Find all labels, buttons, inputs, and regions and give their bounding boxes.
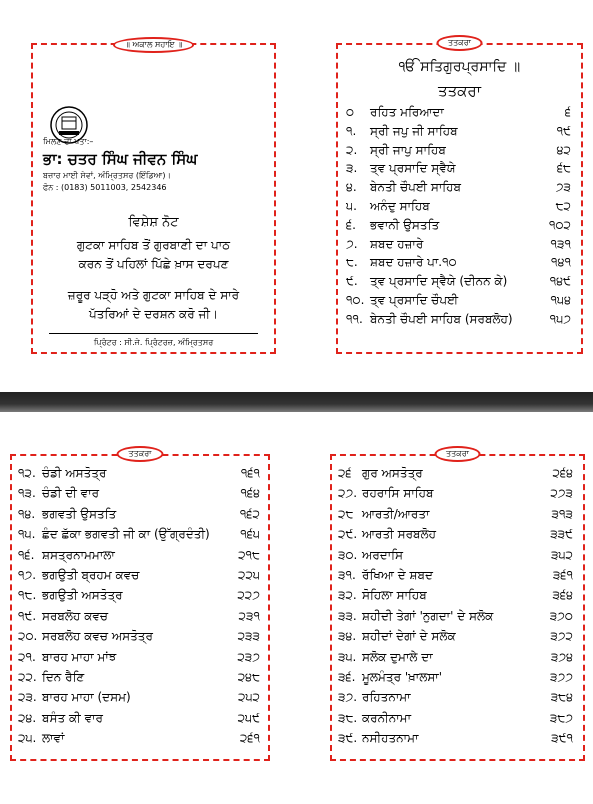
index-title: ਨਸੀਹਤਨਾਮਾ [362,731,419,746]
index-title: ਸਰਬਲੋਹ ਕਵਚ [42,608,108,623]
index-page: ੩੯੧ [551,731,573,746]
index-page: ੨੪੮ [237,670,260,684]
index-title: ਭਵਾਨੀ ਉਸਤਤਿ [370,217,440,232]
index-title: ਬਾਰਹ ਮਾਹਾ ਮਾਂਝ [42,649,117,664]
contact-label: ਮਿਲਣ ਦਾ ਪਤਾ:– [43,137,94,146]
tatkara-oval: ਤਤਕਰਾ [434,446,481,462]
index-page: ੭੩ [555,180,571,195]
index-title: ਸ਼ਬਦ ਹਜ਼ਾਰੇ ਪਾ.੧੦ [370,255,457,270]
index-page: ੩੧੩ [551,506,573,521]
index-title: ਰੱਖਿਆ ਦੇ ਸ਼ਬਦ [362,568,433,582]
index-number: ੨੦. [18,629,38,644]
index-number: ੩੮. [338,710,358,725]
index-title: ਸ਼ਹੀਦੀ ਤੇਗਾਂ 'ਨੁਗਦਾ' ਦੇ ਸਲੋਕ [362,608,494,623]
index-title: ਛੰਦ ਛੱਕਾ ਭਗਵਤੀ ਜੀ ਕਾ (ਉੱਗ੍ਰਦੰਤੀ) [42,527,210,542]
index-page: ੩੭੦ [549,608,573,623]
index-number: ੭. [346,236,358,251]
index-number: ੩੬. [338,670,356,684]
index-number: ੬. [346,217,356,232]
publisher-panel [31,40,276,354]
index-page: ੮੨ [555,199,571,213]
invocation: ੴ ਸਤਿਗੁਰਪ੍ਰਸਾਦਿ ॥ [398,59,521,75]
index-number: ੩੨. [338,588,357,603]
index-number: ੮. [346,255,358,270]
index-title: ਬਾਰਹ ਮਾਹਾ (ਦਸਮ) [42,690,131,705]
index-title: ਬਸੰਤ ਕੀ ਵਾਰ [42,710,103,725]
index-page: ੧੦੨ [548,217,571,232]
index-panel-1 [336,38,583,354]
index-number: ੨੮ [338,506,354,521]
index-title: ਅਰਦਾਸਿ [362,547,403,562]
publisher-name: ਭਾ: ਚਤਰ ਸਿੰਘ ਜੀਵਨ ਸਿੰਘ [43,150,198,168]
index-page: ੩੭੪ [550,649,573,664]
index-title: ਤ੍ਵ ਪ੍ਰਸਾਦਿ ਸ੍ਵੈਯੇ (ਦੀਨਨ ਕੇ) [370,274,508,289]
index-number: ੨੭. [338,486,358,501]
index-title: ਲਾਵਾਂ [42,731,65,746]
index-page: ੨੨੭ [237,588,260,603]
index-number: ੫. [346,199,357,213]
index-page: ੨੭੩ [550,486,573,501]
index-number: ੧੨. [18,466,36,480]
index-page: ੨੫੨ [238,690,260,705]
index-page: ੧੬੫ [240,527,260,542]
index-page: ੨੬੪ [552,466,573,480]
index-page: ੩੬੪ [552,588,573,603]
index-number: ੧੦. [346,293,365,307]
index-number: ੨੧. [18,649,36,664]
index-number: ੨੪. [18,710,37,725]
index-number: ੨੫. [18,731,37,746]
index-title: ਚੰਡੀ ਅਸਤੋਤ੍ਰ [42,466,107,480]
index-page: ੨੩੭ [237,649,260,664]
index-title: ਸ਼ਹੀਦਾਂ ਦੇਗਾਂ ਦੇ ਸਲੋਕ [362,629,456,644]
index-heading: ਤਤਕਰਾ [437,82,482,100]
index-title: ਦਿਨ ਰੈਣਿ [42,670,85,684]
tatkara-oval: ਤਤਕਰਾ [117,446,164,462]
index-title: ਭਗਉਤੀ ਬ੍ਰਹਮ ਕਵਚ [42,568,140,582]
index-number: ੨੯. [338,527,358,542]
notice-line-4: ਪੱਤਰਿਆਂ ਦੇ ਦਰਸ਼ਨ ਕਰੋ ਜੀ। [88,307,219,321]
index-page: ੧੯ [556,123,571,138]
index-panel-2 [10,449,270,761]
index-page: ੧੬੨ [239,506,260,521]
divider-rule [49,333,258,334]
index-number: ੪. [346,180,357,195]
index-number: ੨੬ [338,466,352,480]
index-page: ੧੬੧ [240,466,260,480]
index-title: ਭਗਉਤੀ ਅਸਤੋਤ੍ਰ [42,588,123,603]
publisher-address: ਬਜ਼ਾਰ ਮਾਈ ਸੇਵਾਂ, ਅੰਮ੍ਰਿਤਸਰ (ਇੰਡਿਆ)। [43,171,171,180]
notice-line-3: ਜ਼ਰੂਰ ਪੜ੍ਹੋ ਅਤੇ ਗੁਟਕਾ ਸਾਹਿਬ ਦੇ ਸਾਰੇ [67,288,240,302]
index-number: ੨੩. [18,690,37,705]
index-title: ਸ੍ਰੀ ਜਪੁ ਜੀ ਸਾਹਿਬ [370,123,458,138]
index-number: ੧੭. [18,568,37,582]
index-number: ੧੬. [18,547,35,562]
notice-line-1: ਗੁਟਕਾ ਸਾਹਿਬ ਤੋਂ ਗੁਰਬਾਣੀ ਦਾ ਪਾਠ [76,238,231,252]
index-number: ੧੪. [18,506,36,521]
index-title: ਸ੍ਰੀ ਜਾਪੁ ਸਾਹਿਬ [370,142,446,157]
index-number: ੧੧. [346,311,363,326]
index-title: ਚੰਡੀ ਦੀ ਵਾਰ [42,486,100,501]
index-page: ੬੮ [556,161,571,176]
index-number: ੩੭. [338,690,358,705]
index-number: ੩੧. [338,568,356,582]
index-title: ਆਰਤੀ ਸਰਬਲੋਹ [362,527,437,542]
index-page: ੩੫੨ [551,547,573,562]
index-title: ਸਲੋਕ ਦੁਮਾਲੇ ਦਾ [362,649,433,664]
index-page: ੧੪੯ [549,274,571,289]
publisher-phone: ਫੋਨ : (0183) 5011003, 2542346 [43,183,167,192]
index-title: ਰਹਰਾਸਿ ਸਾਹਿਬ [362,486,434,501]
index-page: ੨੫੯ [237,710,260,725]
index-page: ੨੧੮ [238,547,260,562]
index-title: ਤ੍ਵ ਪ੍ਰਸਾਦਿ ਚੌਪਈ [370,293,459,307]
index-page: ੪੨ [556,142,571,157]
index-title: ਬੇਨਤੀ ਚੌਪਈ ਸਾਹਿਬ [370,180,462,195]
index-number: ੨. [346,142,358,157]
index-number: ੦ [346,105,355,119]
index-number: ੩੯. [338,731,358,746]
index-panel-3 [330,449,585,761]
index-number: ੧੫. [18,527,36,542]
index-title: ਗੁਰ ਅਸਤੋਤ੍ਰ [362,466,423,480]
index-number: ੩. [346,161,358,176]
index-number: ੧. [346,123,357,138]
notice-title: ਵਿਸ਼ੇਸ਼ ਨੋਟ [128,215,179,230]
index-page: ੨੩੧ [238,608,260,623]
index-title: ਸਰਬਲੋਹ ਕਵਚ ਅਸਤੋਤ੍ਰ [42,629,153,644]
index-number: ੩੩. [338,608,357,623]
index-page: ੧੫੭ [549,311,571,326]
index-title: ਬੇਨਤੀ ਚੌਪਈ ਸਾਹਿਬ (ਸਰਬਲੋਹ) [370,311,513,326]
index-page: ੧੩੧ [550,236,571,251]
index-page: ੩੬੧ [552,568,573,582]
index-page: ੩੮੪ [550,690,573,705]
index-page: ੧੬੪ [240,486,260,501]
index-number: ੩੫. [338,649,357,664]
index-page: ੩੮੭ [549,710,573,725]
index-number: ੯. [346,274,358,289]
page-divider [0,392,593,412]
index-number: ੩੪. [338,629,357,644]
index-number: ੧੯. [18,608,37,623]
printer-credit: ਪ੍ਰਿੰਟਰ : ਸੀ.ਜੇ. ਪ੍ਰਿੰਟਰਜ਼, ਅੰਮ੍ਰਿਤਸਰ [93,338,214,347]
index-title: ਸ਼ਸਤ੍ਰਨਾਮਮਾਲਾ [42,547,115,562]
index-page: ੩੭੭ [550,670,573,684]
index-page: ੩੭੨ [550,629,573,644]
index-title: ਕਰਨੀਨਾਮਾ [362,710,411,725]
index-number: ੨੨. [18,670,37,684]
index-page: ੧੫੪ [550,293,571,307]
index-number: ੧੮. [18,588,37,603]
index-title: ਰਹਿਤਨਾਮਾ [362,690,411,705]
index-title: ਆਰਤੀ/ਆਰਤਾ [362,506,430,521]
index-title: ਤ੍ਵ ਪ੍ਰਸਾਦਿ ਸ੍ਵੈਯੇ [370,161,456,176]
index-page: ੩੩੯ [550,527,573,542]
index-title: ਸ਼ਬਦ ਹਜ਼ਾਰੇ [370,236,424,251]
index-number: ੩੦. [338,547,358,562]
index-page: ੨੨੫ [238,568,260,582]
index-page: ੬ [564,105,571,119]
index-title: ਅਨੰਦੁ ਸਾਹਿਬ [370,199,430,213]
index-page: ੨੬੧ [239,731,260,746]
index-title: ਭਗਵਤੀ ਉਸਤਤਿ [42,506,117,521]
index-page: ੧੪੧ [551,255,571,270]
index-number: ੧੩. [18,486,36,501]
tatkara-oval: ਤਤਕਰਾ [436,35,483,51]
notice-line-2: ਕਰਨ ਤੋਂ ਪਹਿਲਾਂ ਪਿੱਛੇ ਖ਼ਾਸ ਦਰਪਣ [78,257,229,271]
index-title: ਰਹਿਤ ਮਰਿਆਦਾ [370,105,444,119]
index-title: ਸੋਹਿਲਾ ਸਾਹਿਬ [362,588,427,603]
index-page: ੨੩੩ [237,629,260,644]
akal-sahai-oval: ॥ ਅਕਾਲ ਸਹਾਇ ॥ [113,37,195,53]
index-title: ਮੂਲਮੰਤ੍ਰ 'ਖ਼ਾਲਸਾ' [362,670,443,684]
